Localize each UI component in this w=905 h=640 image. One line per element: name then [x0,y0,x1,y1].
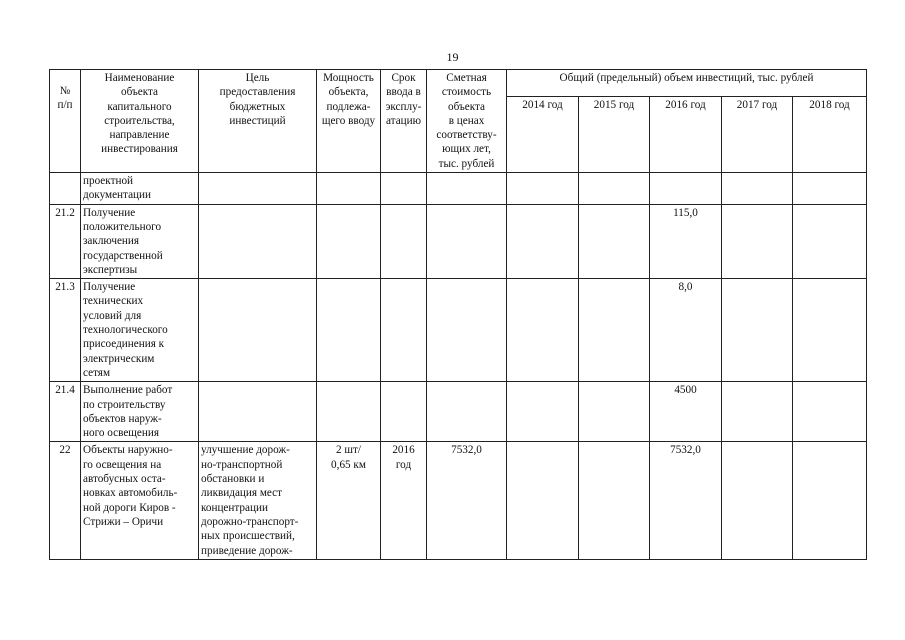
row-num: 21.3 [50,279,81,382]
header-total: Общий (предельный) объем инвестиций, тыс. рублей [507,70,867,97]
row-2016: 115,0 [650,204,722,278]
row-2015 [579,204,650,278]
row-2017 [722,382,793,442]
row-capacity [317,382,381,442]
header-goal: Цель предоставления бюджетных инвестиций [199,70,317,173]
row-2017 [722,279,793,382]
row-term [381,382,427,442]
row-num: 22 [50,442,81,559]
row-2017 [722,173,793,205]
row-capacity [317,279,381,382]
row-cost: 7532,0 [427,442,507,559]
row-name: Получение технических условий для технологического присоединения к электрическим сетям [81,279,199,382]
row-goal [199,204,317,278]
header-num: № п/п [50,70,81,173]
table-row [50,279,867,382]
row-2017 [722,204,793,278]
header-name: Наименование объекта капитального строительства, направление инвестирования [81,70,199,173]
row-2018 [793,204,867,278]
row-2017 [722,442,793,559]
row-cost [427,279,507,382]
table-row [50,173,867,205]
row-2015 [579,173,650,205]
row-2015 [579,279,650,382]
header-capacity: Мощность объекта, подлежа- щего вводу [317,70,381,173]
row-goal [199,382,317,442]
table-row [50,442,867,559]
page-number: 19 [446,50,459,64]
header-cost: Сметная стоимость объекта в ценах соответству- ющих лет, тыс. рублей [427,70,507,173]
table-row [50,204,867,278]
row-2016: 7532,0 [650,442,722,559]
row-2014 [507,279,579,382]
row-cost [427,204,507,278]
row-name: Объекты наружно- го освещения на автобусных оста- новках автомобиль- ной дороги Киров - Стрижи – Оричи [81,442,199,559]
row-num: 21.4 [50,382,81,442]
header-year-2015: 2015 год [579,96,650,173]
row-goal [199,173,317,205]
row-term [381,279,427,382]
header-year-2016: 2016 год [650,96,722,173]
row-2014 [507,173,579,205]
row-2015 [579,442,650,559]
table-row [50,382,867,442]
row-capacity [317,204,381,278]
row-num [50,173,81,205]
row-term [381,204,427,278]
header-year-2017: 2017 год [722,96,793,173]
row-2018 [793,173,867,205]
row-capacity [317,173,381,205]
row-2016: 8,0 [650,279,722,382]
header-year-2018: 2018 год [793,96,867,173]
row-capacity: 2 шт/ 0,65 км [317,442,381,559]
row-num: 21.2 [50,204,81,278]
row-2015 [579,382,650,442]
row-name: проектной документации [81,173,199,205]
row-cost [427,173,507,205]
row-term [381,173,427,205]
row-2018 [793,382,867,442]
row-goal [199,279,317,382]
row-2014 [507,442,579,559]
row-2018 [793,442,867,559]
row-goal: улучшение дорож- но-транспортной обстановки и ликвидация мест концентрации дорожно-транспорт- ных происшествий, приведение дорож- [199,442,317,559]
row-name: Получение положительного заключения государственной экспертизы [81,204,199,278]
investment-table [49,69,867,560]
row-2014 [507,382,579,442]
row-2016 [650,173,722,205]
row-2014 [507,204,579,278]
row-name: Выполнение работ по строительству объектов наруж- ного освещения [81,382,199,442]
header-term: Срок ввода в эксплу- атацию [381,70,427,173]
row-2018 [793,279,867,382]
row-cost [427,382,507,442]
header-year-2014: 2014 год [507,96,579,173]
row-2016: 4500 [650,382,722,442]
row-term: 2016 год [381,442,427,559]
